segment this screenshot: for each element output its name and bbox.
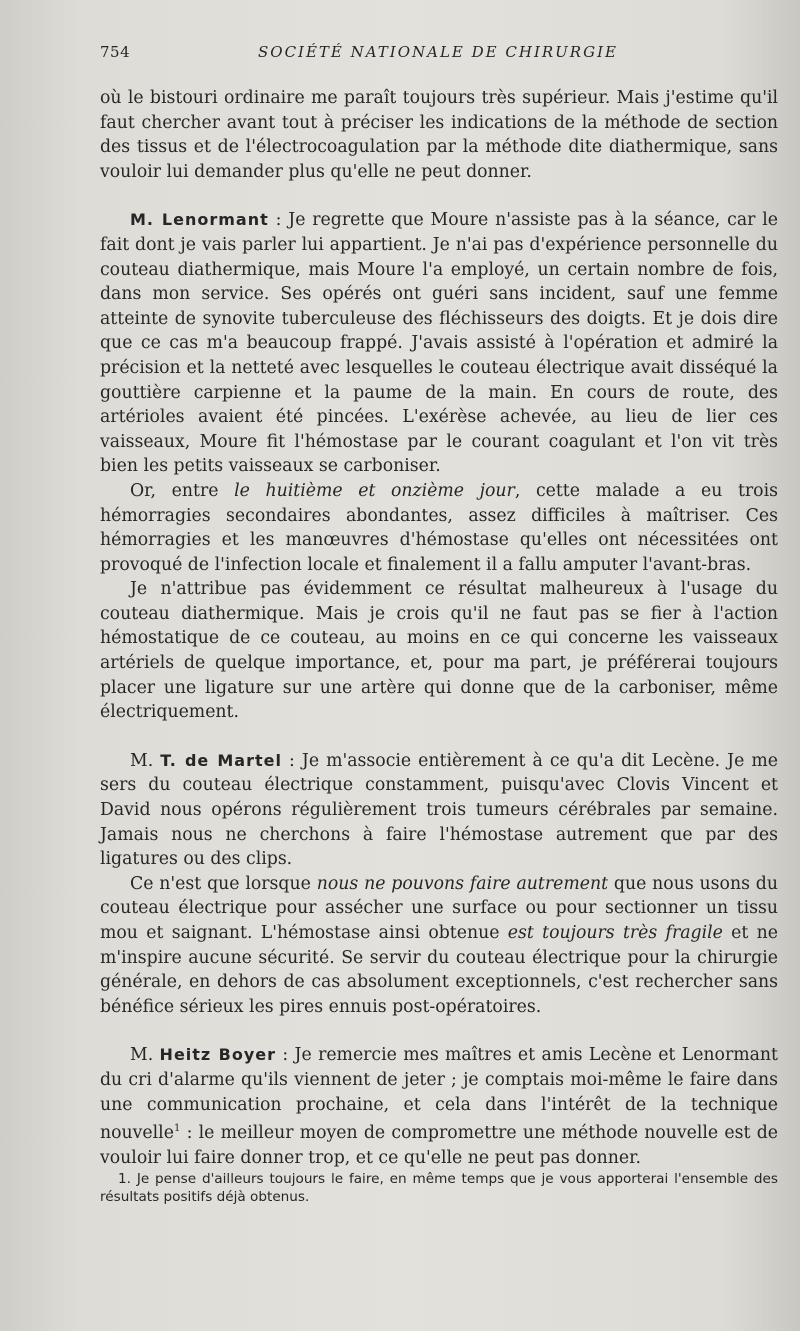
footnote-marker: 1 [173,1123,181,1135]
paragraph-text: : le meilleur moyen de compromettre une méthode nouvelle est de vouloir lui faire donner trop, et ce qu'elle ne peut pas donner. [100,1122,778,1168]
footnote [100,1170,778,1206]
footnote-text: 1. Je pense d'ailleurs toujours le faire, en même temps que je vous apporterai l'ensemble des résultats positifs déjà obtenus. [100,1171,778,1205]
page-header [100,43,780,67]
paragraph-4: Je n'attribue pas évidemment ce résultat malheureux à l'usage du couteau diathermique. Mais je crois qu'il ne faut pas se fier à l'action hémostatique de ce couteau, au moins en ce qui concerne les vaisseaux artériels de quelque importance, et, pour ma part, je préférerai toujours placer une ligature sur une artère qui donne que de la carboniser, même électriquement. [100,579,778,723]
italic-text: est toujours très fragile [507,923,723,943]
speaker-prefix: M. [130,1045,160,1066]
body-text [100,86,778,1170]
speaker-name: M. Lenormant [130,210,269,230]
paragraph-text: que nous usons du couteau électrique pour assécher une surface ou pour sectionner un tissu mou et saignant. L'hémostase ainsi obtenue [100,873,778,943]
paragraph-1: où le bistouri ordinaire me paraît toujours très supérieur. Mais j'estime qu'il faut chercher avant tout à préciser les indications de la méthode de section des tissus et de l'électrocoagulation par la méthode dite diathermique, sans vouloir lui demander plus qu'elle ne peut donner. [100,88,778,182]
paragraph-text: Or, entre [130,480,235,501]
paragraph-text: et ne m'inspire aucune sécurité. Se servir du couteau électrique pour la chirurgie générale, en dehors de cas absolument exceptionnels, c'est rechercher sans bénéfice sérieux les pires ennuis post-opératoires. [100,923,779,1017]
paragraph-de-martel [100,749,778,872]
paragraph-text: Ce n'est que lorsque [130,873,317,894]
speaker-name: Heitz Boyer [159,1045,277,1065]
paragraph-heitz-boyer [100,1043,778,1170]
running-title: SOCIÉTÉ NATIONALE DE CHIRURGIE [258,43,618,61]
paragraph-6 [100,872,778,1020]
paragraph-text: : Je remercie mes maîtres et amis Lecène et Lenormant du cri d'alarme qu'ils viennent de jeter ; je comptais moi-même le faire dans une communication prochaine, et cela dans l'intérêt de la technique nouvelle [100,1045,778,1143]
speaker-name: T. de Martel [160,750,282,770]
italic-text: le huitième et onzième jour [234,480,515,501]
paragraph-text: : Je regrette que Moure n'assiste pas à la séance, car le fait dont je vais parler lui appartient. Je n'ai pas d'expérience personnelle du couteau diathermique, mais Moure l'a employé, un certain nombre de fois, dans mon service. Ses opérés ont guéri sans incident, sauf une femme atteinte de synovite tuberculeuse des fléchisseurs des doigts. Et je dois dire que ce cas m'a beaucoup frappé. J'avais assisté à l'opération et admiré la précision et la netteté avec lesquelles le couteau électrique avait disséqué la gouttière carpienne et la paume de la main. En cours de route, des artérioles avaient été pincées. L'exérèse achevée, au lieu de lier ces vaisseaux, Moure fit l'hémostase par le courant coagulant et l'on vit très bien les petits vaisseaux se carboniser. [100,210,778,477]
paragraph-lenormant [100,208,778,479]
page-number: 754 [100,43,131,61]
speaker-prefix: M. [130,750,161,771]
paragraph-text: , cette malade a eu trois hémorragies secondaires abondantes, assez difficiles à maîtriser. Ces hémorragies et les manœuvres d'hémostase qu'elles ont nécessitées ont provoqué de l'infection locale et finalement il a fallu amputer l'avant-bras. [100,480,778,575]
italic-text: nous ne pouvons faire autrement [316,873,609,894]
paragraph-3 [100,479,778,577]
paragraph-text: : Je m'associe entièrement à ce qu'a dit Lecène. Je me sers du couteau électrique constamment, puisqu'avec Clovis Vincent et David nous opérons régulièrement trois tumeurs cérébrales par semaine. Jamais nous ne cherchons à faire l'hémostase autrement que par des ligatures ou des clips. [100,750,778,870]
